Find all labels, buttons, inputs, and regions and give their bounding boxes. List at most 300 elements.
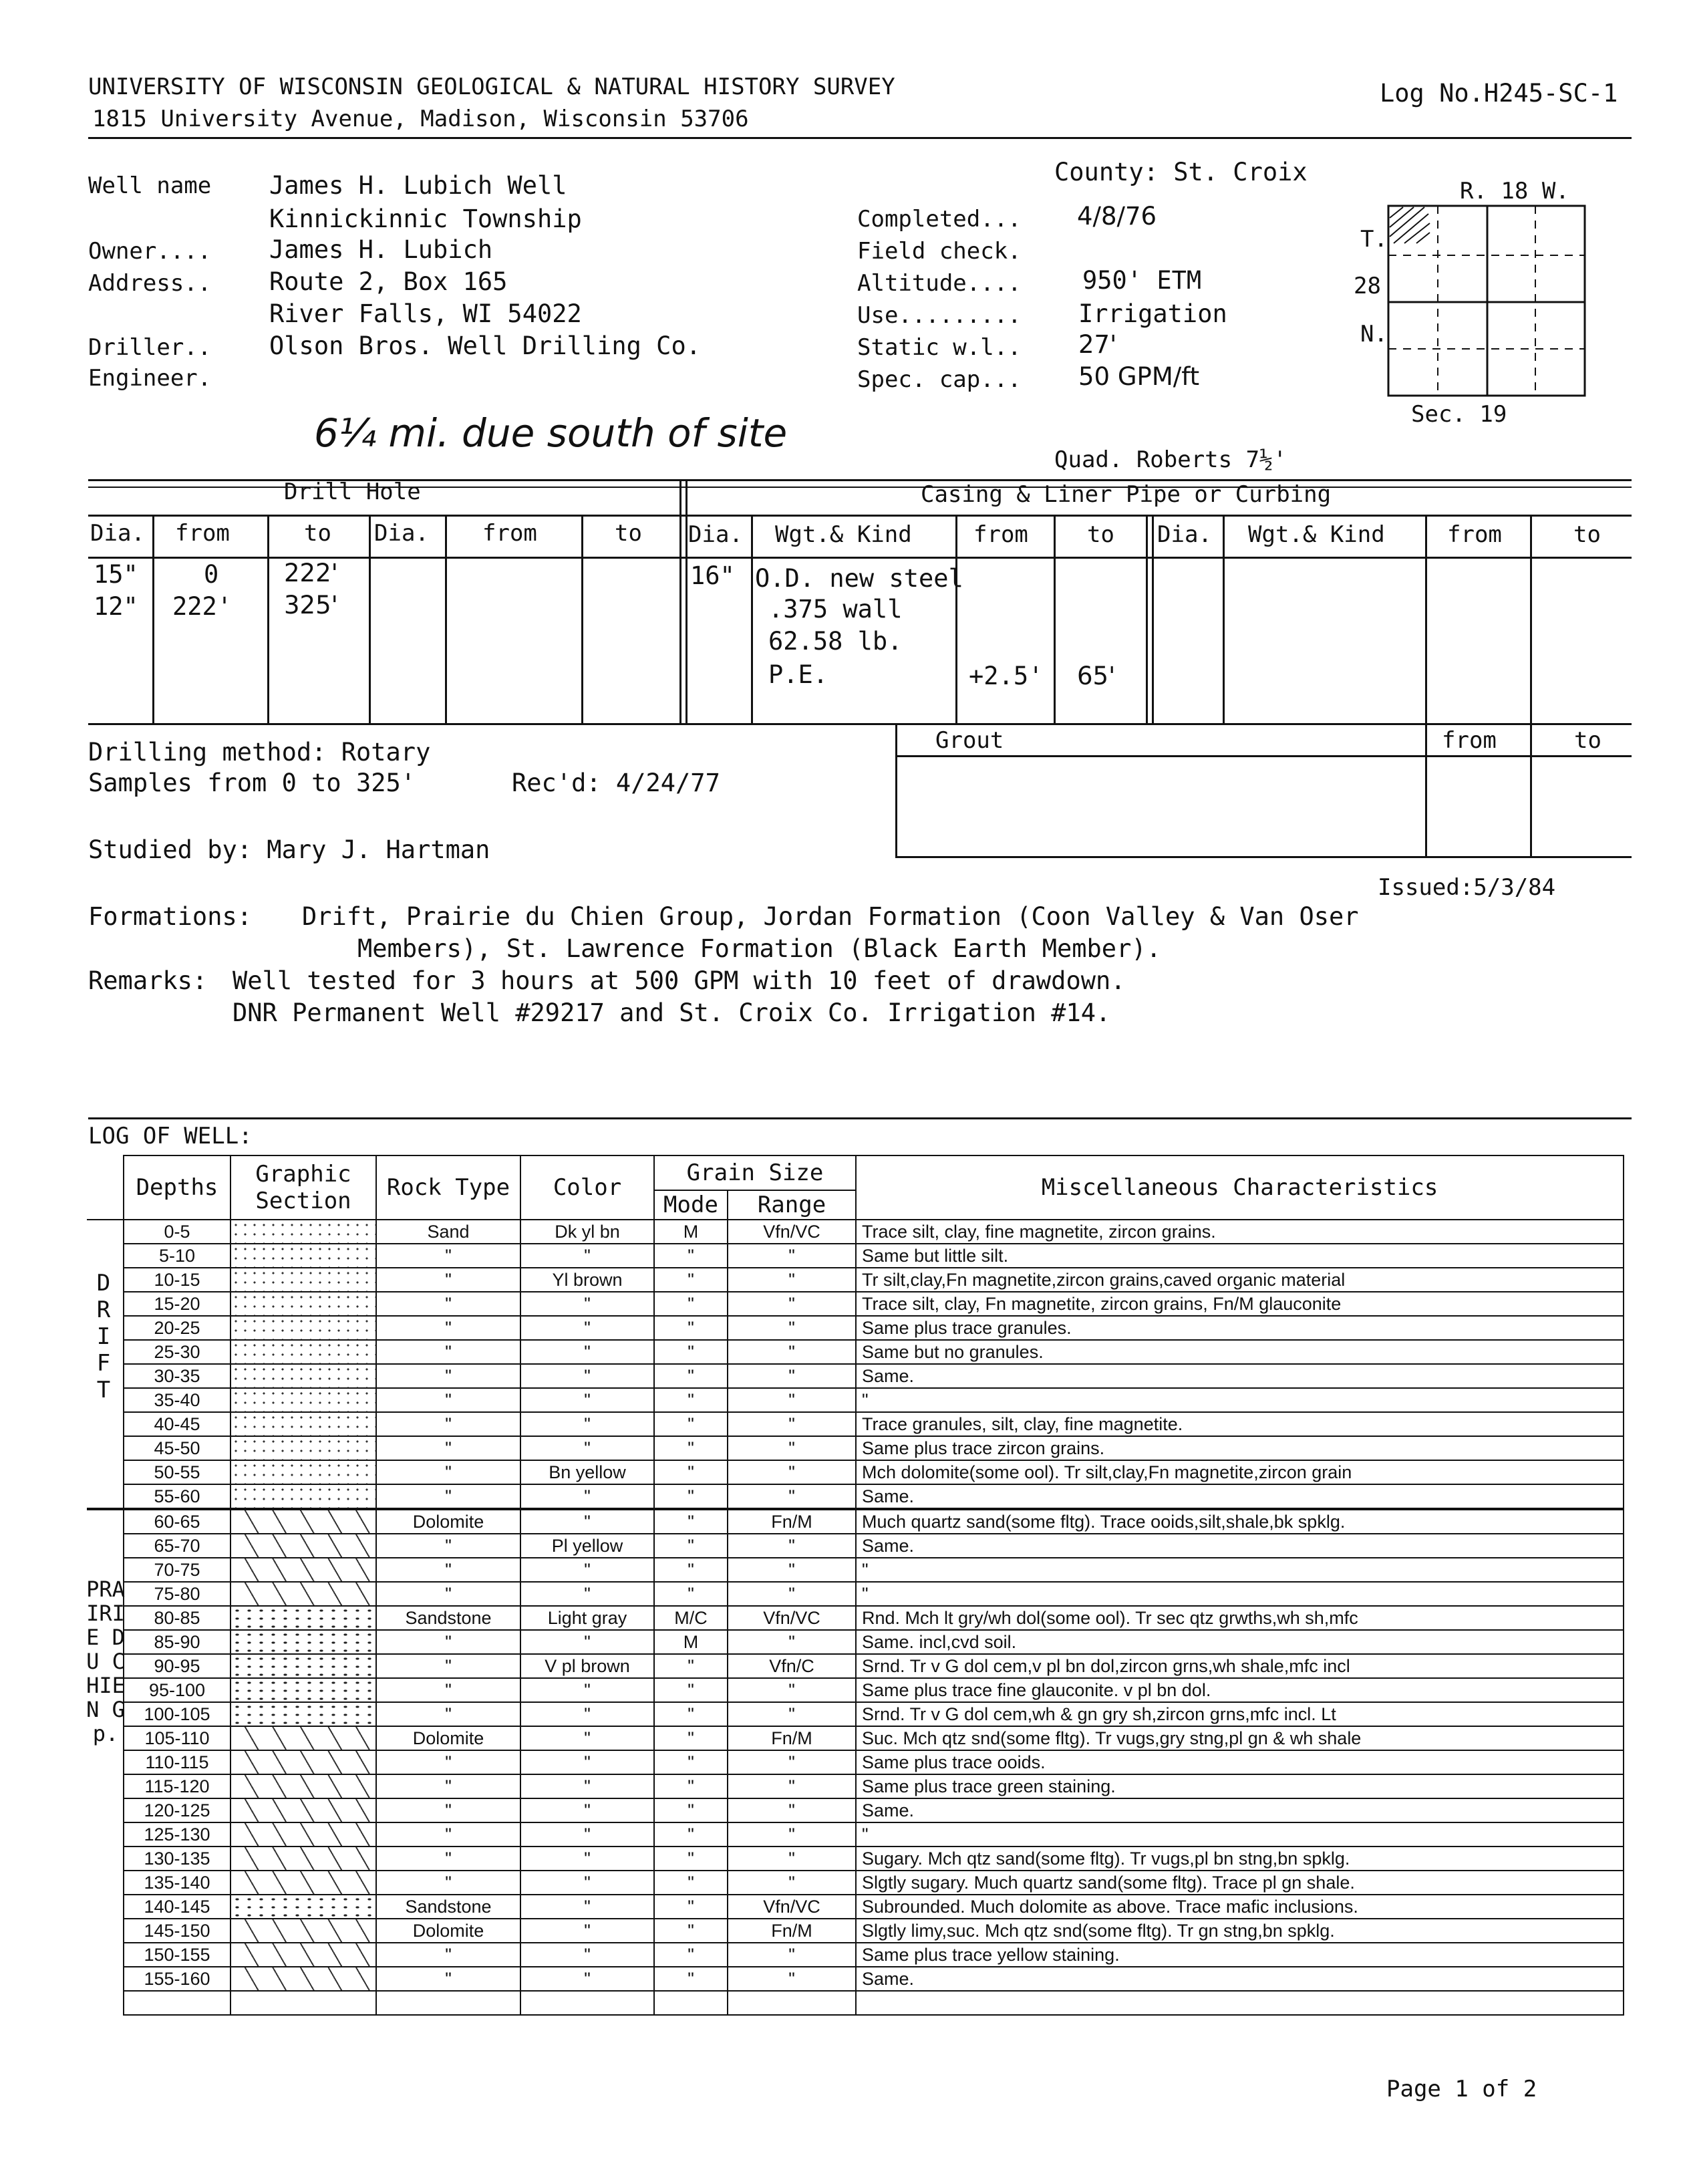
completed-date: 4/8/76 (1077, 202, 1157, 231)
range-cell: Vfn/VC (728, 1606, 856, 1630)
misc-cell: Same. incl,cvd soil. (856, 1630, 1624, 1654)
handwritten-note: 6¼ mi. due south of site (314, 410, 788, 456)
mode-cell: " (654, 1388, 728, 1412)
depth-cell: 135-140 (124, 1871, 231, 1895)
studied-by: Studied by: Mary J. Hartman (88, 835, 490, 864)
range-cell: " (728, 1678, 856, 1702)
org-name: UNIVERSITY OF WISCONSIN GEOLOGICAL & NATURAL HISTORY SURVEY (88, 74, 895, 100)
table-row (87, 1582, 1624, 1606)
color-cell: " (520, 1847, 654, 1871)
mode-header: Mode (654, 1190, 728, 1220)
side-cell (87, 1750, 124, 1774)
dh-dia-header: Dia. (90, 520, 145, 547)
table-row (87, 1460, 1624, 1484)
rock-type-cell: " (376, 1316, 520, 1340)
range-cell: " (728, 1364, 856, 1388)
graphic-section-cell (231, 1750, 376, 1774)
side-cell (87, 1919, 124, 1943)
plat-n: N. (1360, 321, 1388, 348)
graphic-section-cell (231, 1582, 376, 1606)
graphic-section-cell (231, 1991, 376, 2015)
misc-cell: " (856, 1582, 1624, 1606)
rock-type-cell: " (376, 1388, 520, 1412)
remarks-label: Remarks: (88, 966, 208, 995)
range-cell: " (728, 1340, 856, 1364)
mode-cell: " (654, 1268, 728, 1292)
altitude-label: Altitude.... (857, 270, 1022, 297)
color-cell: " (520, 1702, 654, 1726)
mode-cell: " (654, 1822, 728, 1847)
graphic-section-cell (231, 1606, 376, 1630)
range-cell: " (728, 1534, 856, 1558)
rock-type-cell: " (376, 1822, 520, 1847)
depth-cell: 105-110 (124, 1726, 231, 1750)
rock-type-cell: Sandstone (376, 1895, 520, 1919)
rock-type-cell: " (376, 1292, 520, 1316)
graphic-section-cell (231, 1847, 376, 1871)
mode-cell: M (654, 1220, 728, 1244)
graphic-section-cell (231, 1702, 376, 1726)
side-cell (87, 1895, 124, 1919)
table-row (87, 1292, 1624, 1316)
grout-to: to (1574, 727, 1601, 754)
use: Irrigation (1078, 299, 1227, 328)
address-line-1: Route 2, Box 165 (269, 267, 508, 296)
range-cell: " (728, 1943, 856, 1967)
mode-cell: " (654, 1364, 728, 1388)
log-table (87, 1155, 1624, 2016)
range-cell: " (728, 1750, 856, 1774)
table-row (87, 1798, 1624, 1822)
graphic-section-cell (231, 1316, 376, 1340)
rock-type-cell: " (376, 1943, 520, 1967)
grout-from: from (1442, 727, 1497, 754)
table-row (87, 1220, 1624, 1244)
graphic-section-cell (231, 1509, 376, 1534)
misc-cell: Same but no granules. (856, 1340, 1624, 1364)
graphic-section-cell (231, 1220, 376, 1244)
grout-title: Grout (935, 727, 1004, 754)
dh-row2-to: 325' (284, 591, 338, 620)
plat-section: Sec. 19 (1411, 401, 1507, 428)
table-row (87, 1967, 1624, 1991)
rock-type-cell: " (376, 1268, 520, 1292)
color-cell: " (520, 1436, 654, 1460)
mode-cell: M (654, 1630, 728, 1654)
mode-cell: " (654, 1847, 728, 1871)
table-row (87, 1822, 1624, 1847)
depth-cell: 155-160 (124, 1967, 231, 1991)
misc-cell: Same but little silt. (856, 1244, 1624, 1268)
table-row (87, 1630, 1624, 1654)
graphic-section-cell (231, 1436, 376, 1460)
misc-cell: Tr silt,clay,Fn magnetite,zircon grains,caved organic material (856, 1268, 1624, 1292)
casing-title: Casing & Liner Pipe or Curbing (921, 481, 1332, 508)
range-cell: Vfn/C (728, 1654, 856, 1678)
side-label-prairie: PRAIRIE DU CHIEN Gp. (86, 1577, 125, 1746)
misc-cell: Same plus trace yellow staining. (856, 1943, 1624, 1967)
page-number: Page 1 of 2 (1386, 2076, 1537, 2102)
rock-type-cell: " (376, 1484, 520, 1509)
color-cell: V pl brown (520, 1654, 654, 1678)
misc-cell: Srnd. Tr v G dol cem,wh & gn gry sh,zircon grns,mfc incl. Lt (856, 1702, 1624, 1726)
misc-cell: Suc. Mch qtz snd(some fltg). Tr vugs,gry stng,pl gn & wh shale (856, 1726, 1624, 1750)
color-cell: " (520, 1895, 654, 1919)
graphic-section-cell (231, 1943, 376, 1967)
color-cell: " (520, 1774, 654, 1798)
dh-row2-dia: 12" (94, 592, 138, 621)
color-cell: " (520, 1943, 654, 1967)
depth-cell: 145-150 (124, 1919, 231, 1943)
mode-cell: " (654, 1412, 728, 1436)
range-cell: " (728, 1630, 856, 1654)
casing-kind-header: Wgt.& Kind (775, 521, 912, 548)
color-cell: " (520, 1726, 654, 1750)
misc-cell: Trace granules, silt, clay, fine magnetite. (856, 1412, 1624, 1436)
log-number: Log No.H245-SC-1 (1380, 79, 1618, 108)
range-cell: " (728, 1798, 856, 1822)
dh-row1-to: 222' (284, 559, 338, 587)
color-cell: " (520, 1292, 654, 1316)
side-cell (87, 1484, 124, 1509)
township: Kinnickinnic Township (269, 204, 582, 233)
dh-from-header: from (175, 520, 230, 547)
depth-cell: 140-145 (124, 1895, 231, 1919)
misc-cell: " (856, 1558, 1624, 1582)
misc-cell: Sugary. Mch qtz sand(some fltg). Tr vugs,pl bn stng,bn spklg. (856, 1847, 1624, 1871)
table-row (87, 1943, 1624, 1967)
misc-cell: Much quartz sand(some fltg). Trace ooids,silt,shale,bk spklg. (856, 1509, 1624, 1534)
color-cell: Pl yellow (520, 1534, 654, 1558)
casing-from2-header: from (1447, 521, 1502, 548)
graphic-section-cell (231, 1340, 376, 1364)
mode-cell (654, 1991, 728, 2015)
graphic-section-cell (231, 1871, 376, 1895)
range-cell: " (728, 1436, 856, 1460)
depth-cell: 75-80 (124, 1582, 231, 1606)
depth-cell: 40-45 (124, 1412, 231, 1436)
depth-cell: 85-90 (124, 1630, 231, 1654)
depth-cell: 55-60 (124, 1484, 231, 1509)
color-cell: Bn yellow (520, 1460, 654, 1484)
rock-type-cell (376, 1991, 520, 2015)
spec-cap: 50 GPM/ft (1078, 362, 1200, 391)
misc-cell: Slgtly limy,suc. Mch qtz snd(some fltg). Tr gn stng,bn spklg. (856, 1919, 1624, 1943)
table-row (87, 1244, 1624, 1268)
use-label: Use......... (857, 302, 1022, 329)
graphic-section-cell (231, 1460, 376, 1484)
side-cell (87, 1967, 124, 1991)
rock-type-cell: " (376, 1460, 520, 1484)
quad: Quad. Roberts 7½' (1054, 446, 1287, 473)
table-row (87, 1871, 1624, 1895)
formations-line-2: Members), St. Lawrence Formation (Black Earth Member). (357, 934, 1161, 963)
table-row (87, 1364, 1624, 1388)
side-cell (87, 1509, 124, 1534)
side-cell (87, 1460, 124, 1484)
table-row (87, 1509, 1624, 1534)
graphic-section-cell (231, 1244, 376, 1268)
depth-cell: 60-65 (124, 1509, 231, 1534)
table-row (87, 1316, 1624, 1340)
side-cell (87, 1847, 124, 1871)
misc-cell: Mch dolomite(some ool). Tr silt,clay,Fn magnetite,zircon grain (856, 1460, 1624, 1484)
graphic-section-cell (231, 1919, 376, 1943)
depth-cell: 20-25 (124, 1316, 231, 1340)
rock-header: Rock Type (376, 1155, 520, 1220)
table-row (87, 1340, 1624, 1364)
dh-row1-from: 0 (204, 560, 219, 589)
issued-date: Issued:5/3/84 (1378, 874, 1556, 901)
dh-to2-header: to (615, 520, 642, 547)
side-cell (87, 1364, 124, 1388)
casing-dia: 16" (690, 561, 735, 590)
rock-type-cell: " (376, 1244, 520, 1268)
remarks-line-2: DNR Permanent Well #29217 and St. Croix Co. Irrigation #14. (233, 998, 1111, 1027)
depth-cell: 15-20 (124, 1292, 231, 1316)
side-cell (87, 1316, 124, 1340)
side-cell (87, 1558, 124, 1582)
misc-cell: Same. (856, 1967, 1624, 1991)
side-cell (87, 1943, 124, 1967)
plat-tnum: 28 (1354, 273, 1381, 299)
misc-header: Miscellaneous Characteristics (856, 1155, 1624, 1220)
depth-cell: 65-70 (124, 1534, 231, 1558)
table-row (87, 1895, 1624, 1919)
side-cell (87, 1822, 124, 1847)
color-cell: " (520, 1822, 654, 1847)
rock-type-cell: " (376, 1630, 520, 1654)
depth-cell: 130-135 (124, 1847, 231, 1871)
graphic-section-cell (231, 1558, 376, 1582)
casing-to-header: to (1087, 521, 1114, 548)
misc-cell: Same. (856, 1534, 1624, 1558)
rock-type-cell: " (376, 1967, 520, 1991)
rock-type-cell: Dolomite (376, 1726, 520, 1750)
mode-cell: " (654, 1702, 728, 1726)
color-cell: " (520, 1412, 654, 1436)
color-cell: Dk yl bn (520, 1220, 654, 1244)
mode-cell: " (654, 1436, 728, 1460)
range-cell: " (728, 1460, 856, 1484)
table-row (87, 1919, 1624, 1943)
mode-cell: " (654, 1460, 728, 1484)
mode-cell: " (654, 1750, 728, 1774)
table-row (87, 1558, 1624, 1582)
graphic-section-cell (231, 1534, 376, 1558)
static-label: Static w.l.. (857, 334, 1022, 361)
depth-cell: 115-120 (124, 1774, 231, 1798)
range-cell: Fn/M (728, 1509, 856, 1534)
color-cell: " (520, 1967, 654, 1991)
depth-cell: 50-55 (124, 1460, 231, 1484)
misc-cell: Subrounded. Much dolomite as above. Trace mafic inclusions. (856, 1895, 1624, 1919)
casing-kind-1: O.D. new steel (755, 564, 963, 593)
casing-kind2-header: Wgt.& Kind (1248, 521, 1385, 548)
dh-dia2-header: Dia. (374, 520, 429, 547)
graphic-section-cell (231, 1774, 376, 1798)
range-cell: " (728, 1388, 856, 1412)
plat-grid (1387, 204, 1587, 398)
depth-cell: 5-10 (124, 1244, 231, 1268)
misc-cell (856, 1991, 1624, 2015)
graphic-section-cell (231, 1798, 376, 1822)
misc-cell: " (856, 1822, 1624, 1847)
range-cell: " (728, 1847, 856, 1871)
altitude: 950' ETM (1082, 266, 1202, 295)
owner: James H. Lubich (269, 235, 493, 264)
table-row (87, 1436, 1624, 1460)
depth-cell: 120-125 (124, 1798, 231, 1822)
misc-cell: Rnd. Mch lt gry/wh dol(some ool). Tr sec qtz grwths,wh sh,mfc (856, 1606, 1624, 1630)
samples: Samples from 0 to 325' (88, 769, 416, 797)
mode-cell: " (654, 1292, 728, 1316)
mode-cell: " (654, 1774, 728, 1798)
dh-row2-from: 222' (172, 592, 233, 621)
misc-cell: Trace silt, clay, Fn magnetite, zircon grains, Fn/M glauconite (856, 1292, 1624, 1316)
color-cell: " (520, 1484, 654, 1509)
mode-cell: " (654, 1484, 728, 1509)
casing-dia-header: Dia. (688, 521, 743, 548)
misc-cell: Trace silt, clay, fine magnetite, zircon grains. (856, 1220, 1624, 1244)
log-title: LOG OF WELL: (88, 1123, 253, 1149)
color-cell: " (520, 1871, 654, 1895)
misc-cell: " (856, 1388, 1624, 1412)
misc-cell: Same plus trace zircon grains. (856, 1436, 1624, 1460)
range-cell: " (728, 1702, 856, 1726)
table-row (87, 1484, 1624, 1509)
table-row (87, 1388, 1624, 1412)
side-cell (87, 1774, 124, 1798)
range-cell: " (728, 1871, 856, 1895)
color-header: Color (520, 1155, 654, 1220)
plat-range: R. 18 W. (1460, 178, 1569, 204)
rock-type-cell: " (376, 1871, 520, 1895)
rock-type-cell: " (376, 1750, 520, 1774)
range-cell: " (728, 1412, 856, 1436)
depth-cell (124, 1991, 231, 2015)
casing-kind-4: P.E. (768, 660, 828, 689)
side-label-drift: D R I F T (96, 1270, 111, 1403)
mode-cell: M/C (654, 1606, 728, 1630)
graphic-section-cell (231, 1388, 376, 1412)
table-row (87, 1412, 1624, 1436)
well-name: James H. Lubich Well (269, 171, 567, 200)
table-row (87, 1726, 1624, 1750)
rock-type-cell: " (376, 1654, 520, 1678)
graphic-section-cell (231, 1268, 376, 1292)
color-cell: " (520, 1630, 654, 1654)
rock-type-cell: Sandstone (376, 1606, 520, 1630)
table-row (87, 1678, 1624, 1702)
misc-cell: Slgtly sugary. Much quartz sand(some fltg). Trace pl gn shale. (856, 1871, 1624, 1895)
range-cell: Vfn/VC (728, 1220, 856, 1244)
misc-cell: Same plus trace green staining. (856, 1774, 1624, 1798)
range-cell: Fn/M (728, 1726, 856, 1750)
misc-cell: Same. (856, 1364, 1624, 1388)
color-cell: " (520, 1244, 654, 1268)
table-row (87, 1991, 1624, 2015)
graphic-section-cell (231, 1484, 376, 1509)
county: County: St. Croix (1054, 158, 1308, 186)
drilling-method: Drilling method: Rotary (88, 738, 431, 767)
table-row (87, 1268, 1624, 1292)
casing-dia2-header: Dia. (1157, 521, 1212, 548)
color-cell (520, 1991, 654, 2015)
depth-cell: 35-40 (124, 1388, 231, 1412)
side-cell (87, 1606, 124, 1630)
rock-type-cell: " (376, 1847, 520, 1871)
side-cell (87, 1412, 124, 1436)
depth-cell: 25-30 (124, 1340, 231, 1364)
engineer-label: Engineer. (88, 365, 212, 392)
depth-cell: 125-130 (124, 1822, 231, 1847)
mode-cell: " (654, 1943, 728, 1967)
well-name-label: Well name (88, 172, 212, 199)
mode-cell: " (654, 1509, 728, 1534)
mode-cell: " (654, 1654, 728, 1678)
color-cell: " (520, 1364, 654, 1388)
range-cell: Vfn/VC (728, 1895, 856, 1919)
rock-type-cell: Sand (376, 1220, 520, 1244)
address-label: Address.. (88, 270, 212, 297)
range-cell: " (728, 1292, 856, 1316)
mode-cell: " (654, 1895, 728, 1919)
side-cell (87, 1388, 124, 1412)
graphic-section-cell (231, 1967, 376, 1991)
range-cell (728, 1991, 856, 2015)
depth-cell: 70-75 (124, 1558, 231, 1582)
depth-cell: 95-100 (124, 1678, 231, 1702)
side-cell (87, 1340, 124, 1364)
side-cell (87, 1582, 124, 1606)
mode-cell: " (654, 1726, 728, 1750)
casing-from-header: from (973, 521, 1028, 548)
rock-type-cell: " (376, 1678, 520, 1702)
mode-cell: " (654, 1798, 728, 1822)
header-rule (88, 137, 1632, 139)
color-cell: " (520, 1798, 654, 1822)
table-row (87, 1606, 1624, 1630)
mode-cell: " (654, 1558, 728, 1582)
rock-type-cell: " (376, 1582, 520, 1606)
rock-type-cell: " (376, 1558, 520, 1582)
rock-type-cell: Dolomite (376, 1919, 520, 1943)
rock-type-cell: " (376, 1702, 520, 1726)
side-cell (87, 1871, 124, 1895)
depth-cell: 100-105 (124, 1702, 231, 1726)
range-cell: " (728, 1967, 856, 1991)
side-cell (87, 1436, 124, 1460)
graphic-section-cell (231, 1678, 376, 1702)
misc-cell: Same plus trace fine glauconite. v pl bn dol. (856, 1678, 1624, 1702)
dh-from2-header: from (482, 520, 537, 547)
address-line-2: River Falls, WI 54022 (269, 299, 582, 328)
graphic-section-cell (231, 1726, 376, 1750)
color-cell: Yl brown (520, 1268, 654, 1292)
table-row (87, 1654, 1624, 1678)
depth-cell: 80-85 (124, 1606, 231, 1630)
range-header: Range (728, 1190, 856, 1220)
side-cell (87, 1702, 124, 1726)
range-cell: " (728, 1582, 856, 1606)
range-cell: " (728, 1774, 856, 1798)
spec-cap-label: Spec. cap... (857, 366, 1022, 393)
color-cell: " (520, 1919, 654, 1943)
dh-row1-dia: 15" (94, 560, 138, 589)
plat-t: T. (1360, 226, 1388, 253)
color-cell: " (520, 1316, 654, 1340)
